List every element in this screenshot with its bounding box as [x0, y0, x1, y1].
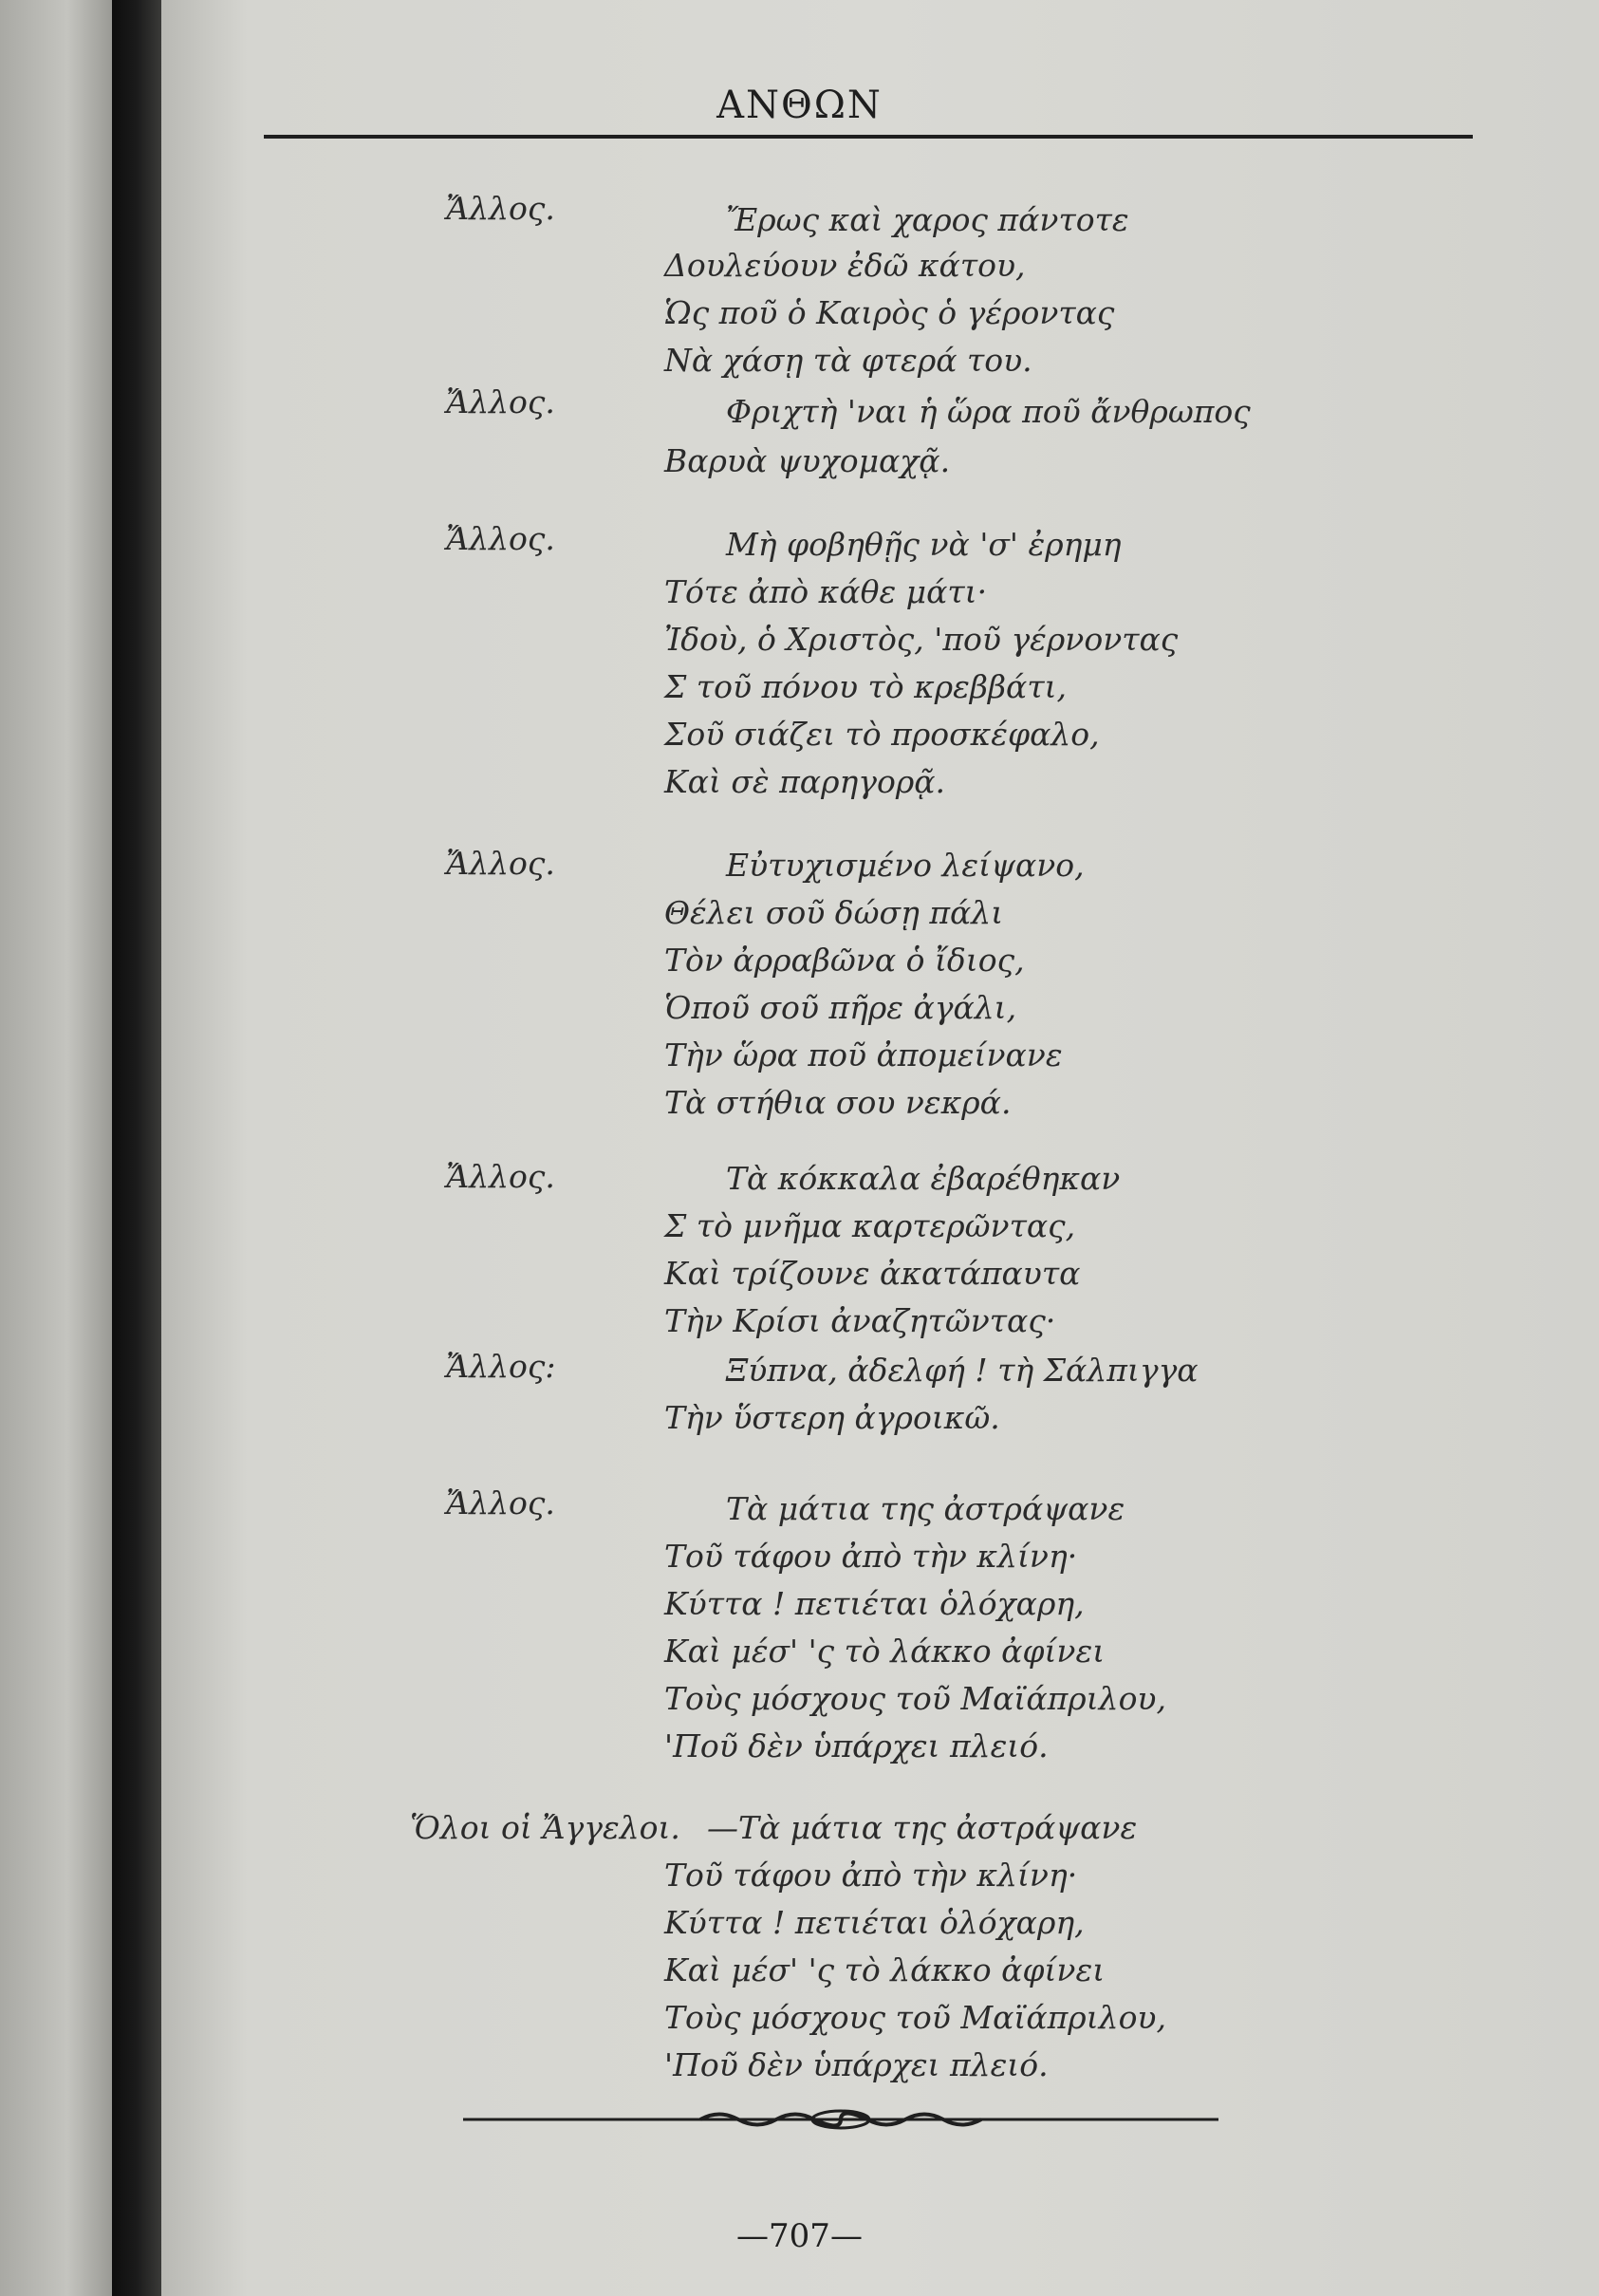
- verse-line: —Τὰ μάτια της ἀστράψανε: [707, 1809, 1138, 1846]
- verse-line: Σοῦ σιάζει τὸ προσκέφαλο,: [664, 716, 1100, 753]
- speaker-label: Ἄλλος:: [446, 1348, 556, 1385]
- verse-line: Νὰ χάσῃ τὰ φτερά του.: [664, 342, 1032, 379]
- verse-line: Τὴν ὕστερη ἀγροικῶ.: [664, 1399, 1000, 1436]
- verse-line: Τὴν Κρίσι ἀναζητῶντας·: [664, 1302, 1056, 1339]
- verse-line: Τὸν ἀρραβῶνα ὁ ἴδιος,: [664, 942, 1025, 979]
- verse-line: Σ τοῦ πόνου τὸ κρεββάτι,: [664, 668, 1068, 705]
- speaker-label: Ἄλλος.: [446, 845, 555, 882]
- speaker-label: Ἄλλος.: [446, 1484, 555, 1521]
- verse-line: Σ τὸ μνῆμα καρτερῶντας,: [664, 1207, 1076, 1244]
- verse-line: Ἰδοὺ, ὁ Χριστὸς, 'ποῦ γέρνοντας: [664, 621, 1179, 658]
- speaker-label: Ἄλλος.: [446, 1158, 555, 1195]
- verse-line: Βαρυὰ ψυχομαχᾷ.: [664, 442, 951, 479]
- verse-line: Τὰ στήθια σου νεκρά.: [664, 1084, 1012, 1121]
- running-head: ΑΝΘΩΝ: [716, 84, 883, 127]
- page-number: —707—: [736, 2217, 863, 2255]
- verse-line: Θέλει σοῦ δώσῃ πάλι: [664, 894, 1004, 931]
- verse-line: Ὡς ποῦ ὁ Καιρὸς ὁ γέροντας: [664, 294, 1115, 331]
- verse-line: Τοῦ τάφου ἀπὸ τὴν κλίνη·: [664, 1538, 1078, 1575]
- verse-line: Ξύπνα, ἀδελφή ! τὴ Σάλπιγγα: [726, 1352, 1199, 1389]
- verse-line: Τὴν ὥρα ποῦ ἀπομείνανε: [664, 1036, 1063, 1073]
- speaker-label: Ἄλλος.: [446, 190, 555, 227]
- verse-line: Μὴ φοβηθῇς νὰ 'σ' ἐρημη: [726, 526, 1122, 563]
- verse-line: 'Ποῦ δὲν ὑπάρχει πλειό.: [664, 2046, 1049, 2083]
- verse-line: Καὶ μέσ' 'ς τὸ λάκκο ἀφίνει: [664, 1951, 1106, 1988]
- verse-line: Καὶ τρίζουνε ἀκατάπαυτα: [664, 1255, 1081, 1292]
- speaker-label: Ἄλλος.: [446, 520, 555, 557]
- verse-line: Καὶ μέσ' 'ς τὸ λάκκο ἀφίνει: [664, 1633, 1106, 1670]
- speaker-label: Ἄλλος.: [446, 383, 555, 420]
- verse-line: Τοῦ τάφου ἀπὸ τὴν κλίνη·: [664, 1857, 1078, 1894]
- verse-line: Ὁποῦ σοῦ πῆρε ἀγάλι,: [664, 989, 1017, 1026]
- verse-line: Φριχτὴ 'ναι ἡ ὥρα ποῦ ἄνθρωπος: [726, 393, 1251, 430]
- verse-line: Κύττα ! πετιέται ὁλόχαρη,: [664, 1585, 1085, 1622]
- ornament-divider-icon: [463, 2105, 1218, 2134]
- verse-line: Τοὺς μόσχους τοῦ Μαϊάπριλου,: [664, 1680, 1166, 1717]
- verse-line: Κύττα ! πετιέται ὁλόχαρη,: [664, 1904, 1085, 1941]
- verse-line: Καὶ σὲ παρηγορᾷ.: [664, 763, 946, 800]
- verse-line: Τὰ μάτια της ἀστράψανε: [726, 1490, 1125, 1527]
- book-gutter: [112, 0, 161, 2296]
- verse-line: Τοὺς μόσχους τοῦ Μαϊάπριλου,: [664, 1999, 1166, 2036]
- verse-line: Τὰ κόκκαλα ἐβαρέθηκαν: [726, 1160, 1121, 1197]
- previous-page-edge: [0, 0, 112, 2296]
- verse-line: Ἔρως καὶ χαρος πάντοτε: [726, 201, 1129, 238]
- verse-line: Εὐτυχισμένο λείψανο,: [726, 847, 1085, 884]
- speaker-label: Ὅλοι οἱ Ἄγγελοι.: [410, 1809, 680, 1846]
- verse-line: Τότε ἀπὸ κάθε μάτι·: [664, 573, 988, 610]
- header-rule: [264, 135, 1473, 139]
- verse-line: Δουλεύουν ἐδῶ κάτου,: [664, 247, 1026, 284]
- verse-line: 'Ποῦ δὲν ὑπάρχει πλειό.: [664, 1727, 1049, 1764]
